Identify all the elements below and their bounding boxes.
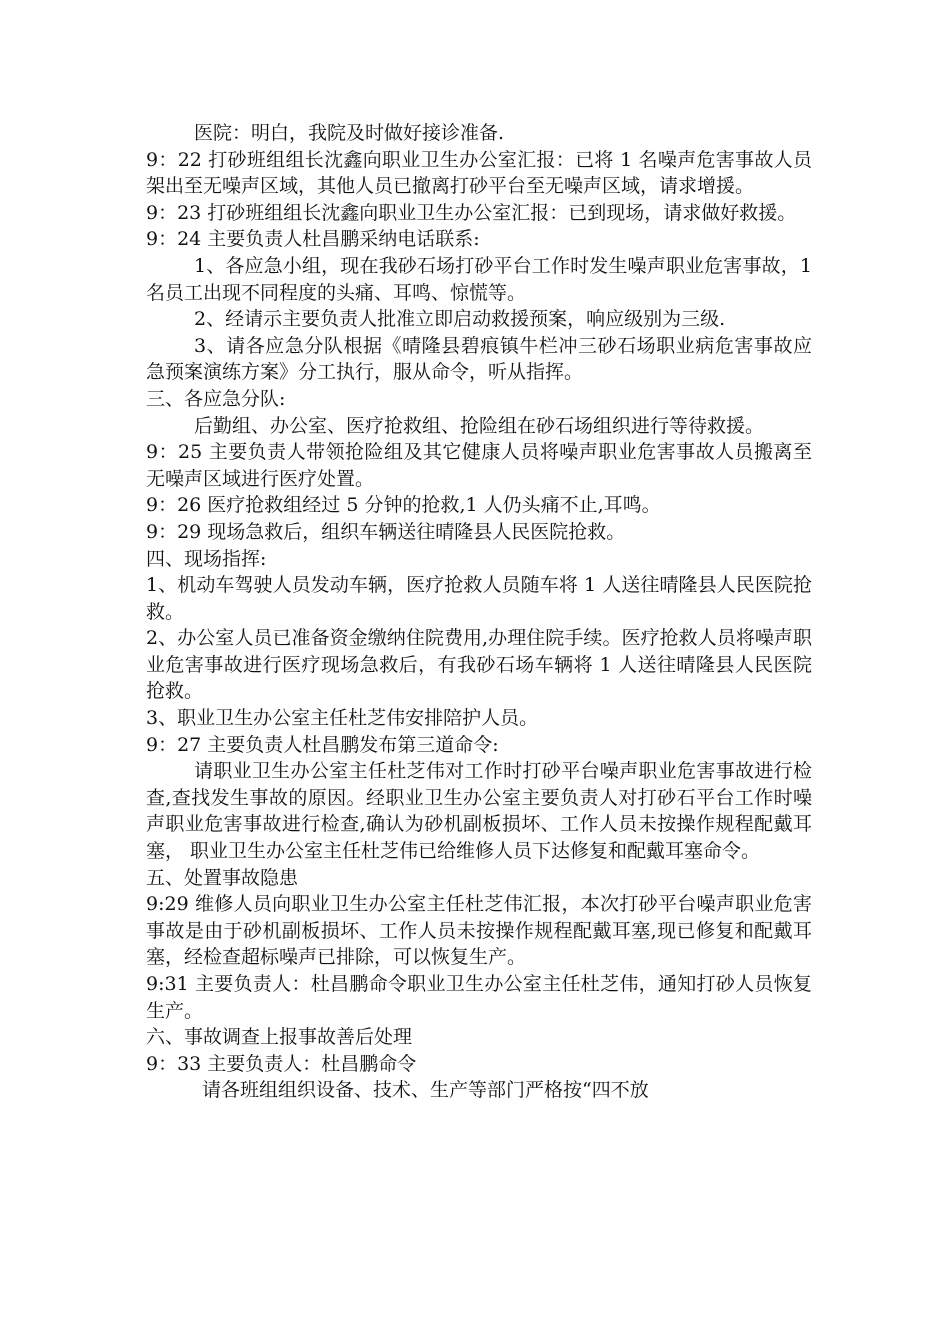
- section-heading: 三、各应急分队:: [146, 387, 286, 410]
- section-heading: 五、处置事故隐患: [146, 866, 299, 889]
- paragraph: 9：23 打砂班组组长沈鑫向职业卫生办公室汇报：已到现场，请求做好救援。: [146, 201, 797, 224]
- paragraph: 后勤组、办公室、医疗抢救组、抢险组在砂石场组织进行等待救援。: [194, 414, 765, 437]
- paragraph: 2、办公室人员已准备资金缴纳住院费用,办理住院手续。医疗抢救人员将噪声职业危害事故进行医疗现场急救后，有我砂石场车辆将 1 人送往晴隆县人民医院抢救。: [146, 627, 812, 703]
- paragraph: 1、各应急小组，现在我砂石场打砂平台工作时发生噪声职业危害事故，1 名员工出现不同程度的头痛、耳鸣、惊慌等。: [146, 254, 812, 304]
- paragraph: 9：27 主要负责人杜昌鹏发布第三道命令:: [146, 733, 499, 756]
- paragraph: 9：25 主要负责人带领抢险组及其它健康人员将噪声职业危害事故人员搬离至无噪声区域进行医疗处置。: [146, 441, 812, 490]
- paragraph: 2、经请示主要负责人批准立即启动救援预案，响应级别为三级.: [194, 308, 726, 331]
- document-page: [146, 120, 812, 1104]
- paragraph: 请各班组组织设备、技术、生产等部门严格按“四不放: [202, 1079, 649, 1102]
- paragraph: 9：22 打砂班组组长沈鑫向职业卫生办公室汇报：已将 1 名噪声危害事故人员架出至无噪声区域，其他人员已撤离打砂平台至无噪声区域，请求增援。: [146, 148, 812, 198]
- paragraph: 9:29 维修人员向职业卫生办公室主任杜芝伟汇报，本次打砂平台噪声职业危害事故是由于砂机副板损坏、工作人员未按操作规程配戴耳塞,现已修复和配戴耳塞，经检查超标噪声已排除，可以恢复生产。: [146, 893, 812, 969]
- paragraph: 9：24 主要负责人杜昌鹏采纳电话联系:: [146, 228, 480, 251]
- paragraph: 3、请各应急分队根据《晴隆县碧痕镇牛栏冲三砂石场职业病危害事故应急预案演练方案》分工执行，服从命令，听从指挥。: [146, 334, 812, 384]
- paragraph: 1、机动车驾驶人员发动车辆，医疗抢救人员随车将 1 人送往晴隆县人民医院抢救。: [146, 574, 812, 623]
- paragraph: 医院：明白，我院及时做好接诊准备.: [194, 122, 505, 144]
- section-heading: 六、事故调查上报事故善后处理: [146, 1026, 413, 1049]
- paragraph: 9：26 医疗抢救组经过 5 分钟的抢救,1 人仍头痛不止,耳鸣。: [146, 494, 661, 517]
- paragraph: 3、职业卫生办公室主任杜芝伟安排陪护人员。: [146, 707, 539, 730]
- paragraph: 9：29 现场急救后，组织车辆送往晴隆县人民医院抢救。: [146, 520, 626, 543]
- paragraph: 请职业卫生办公室主任杜芝伟对工作时打砂平台噪声职业危害事故进行检查,查找发生事故的原因。经职业卫生办公室主要负责人对打砂石平台工作时噪声职业危害事故进行检查,确认为砂机副板损坏、工作人员未按操作规程配戴耳塞， 职业卫生办公室主任杜芝伟已给维修人员下达修复和配戴耳塞命令。: [146, 760, 812, 863]
- paragraph: 9:31 主要负责人：杜昌鹏命令职业卫生办公室主任杜芝伟，通知打砂人员恢复生产。: [146, 973, 812, 1022]
- section-heading: 四、现场指挥:: [146, 547, 267, 570]
- paragraph: 9：33 主要负责人：杜昌鹏命令: [146, 1052, 417, 1075]
